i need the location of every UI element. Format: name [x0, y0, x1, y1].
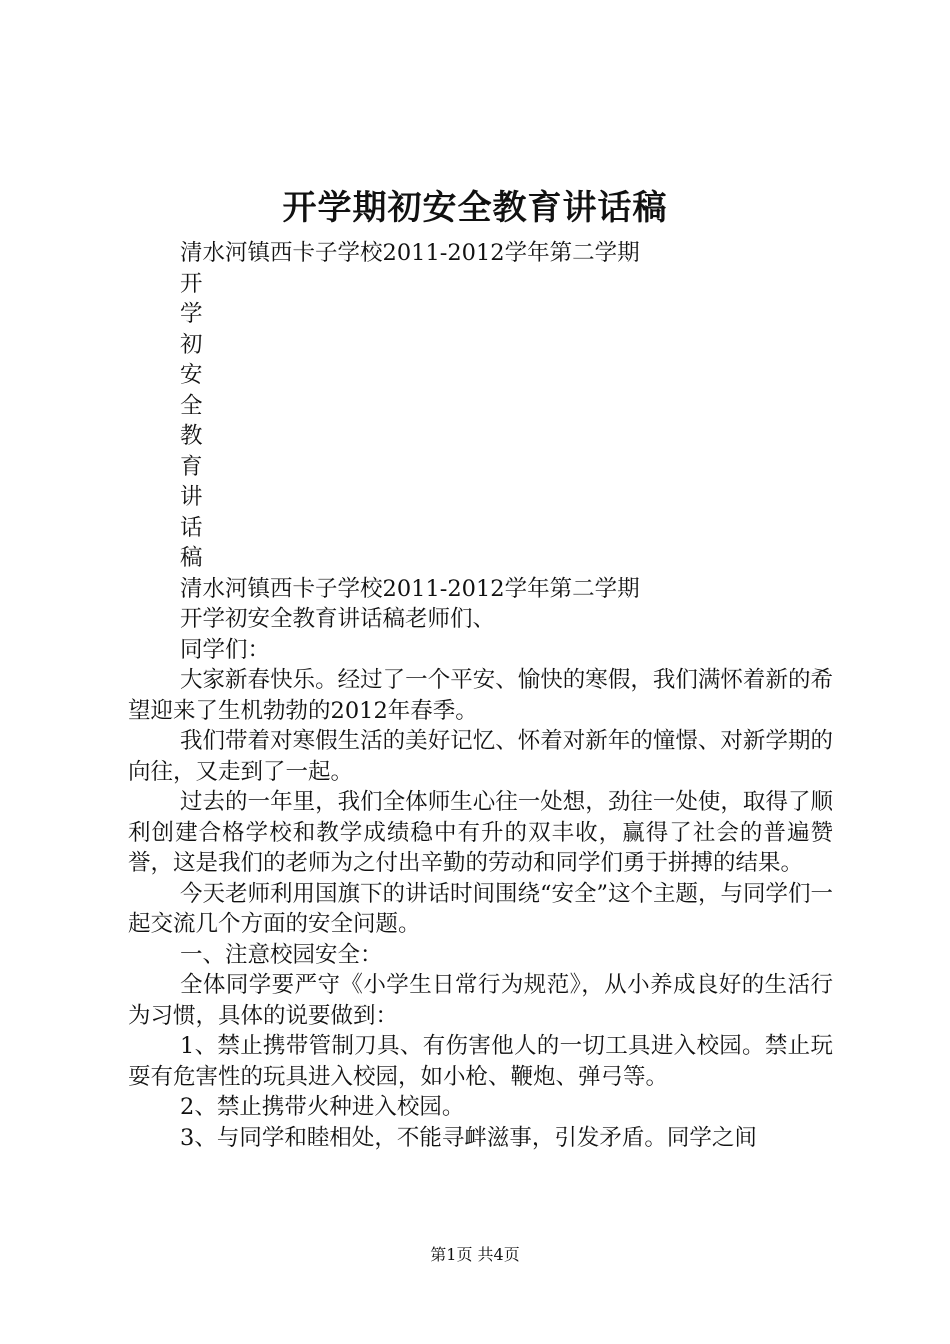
list-item: 1、禁止携带管制刀具、有伤害他人的一切工具进入校园。禁止玩耍有危害性的玩具进入校园，如小枪、鞭炮、弹弓等。 [128, 1033, 833, 1090]
school-header-line: 清水河镇西卡子学校2011-2012学年第二学期 [180, 575, 640, 602]
vertical-title-char: 初 [180, 331, 203, 358]
vertical-title-char: 育 [180, 453, 203, 480]
document-body [128, 238, 833, 1153]
paragraph: 我们带着对寒假生活的美好记忆、怀着对新年的憧憬、对新学期的向往，又走到了一起。 [128, 728, 833, 785]
vertical-title-char: 教 [180, 423, 203, 449]
vertical-title-char: 讲 [180, 484, 203, 510]
paragraph: 今天老师利用国旗下的讲话时间围绕“安全”这个主题，与同学们一起交流几个方面的安全问题。 [128, 880, 834, 937]
vertical-title-char: 话 [180, 514, 203, 541]
section-heading: 一、注意校园安全： [180, 941, 383, 968]
document-title: 开学期初安全教育讲话稿 [282, 188, 668, 228]
list-item: 3、与同学和睦相处，不能寻衅滋事，引发矛盾。同学之间 [180, 1124, 757, 1151]
school-header-line: 清水河镇西卡子学校2011-2012学年第二学期 [180, 240, 640, 266]
vertical-title-char: 稿 [180, 545, 203, 571]
paragraph: 过去的一年里，我们全体师生心往一处想，劲往一处使，取得了顺利创建合格学校和教学成绩稳中有升的双丰收，赢得了社会的普遍赞誉，这是我们的老师为之付出辛勤的劳动和同学们勇于拼搏的结果。 [128, 789, 833, 876]
vertical-title-char: 学 [180, 301, 203, 327]
page-footer: 第1页 共4页 [430, 1245, 520, 1264]
vertical-title-char: 安 [180, 362, 203, 388]
vertical-title-char: 全 [180, 392, 203, 419]
greeting-line: 同学们： [180, 636, 271, 663]
list-item: 2、禁止携带火种进入校园。 [180, 1094, 465, 1120]
paragraph: 大家新春快乐。经过了一个平安、愉快的寒假，我们满怀着新的希望迎来了生机勃勃的2012年春季。 [128, 667, 833, 724]
paragraph: 全体同学要严守《小学生日常行为规范》，从小养成良好的生活行为习惯，具体的说要做到： [128, 972, 833, 1029]
speech-subtitle: 开学初安全教育讲话稿老师们、 [180, 606, 496, 632]
vertical-title-char: 开 [180, 270, 203, 297]
